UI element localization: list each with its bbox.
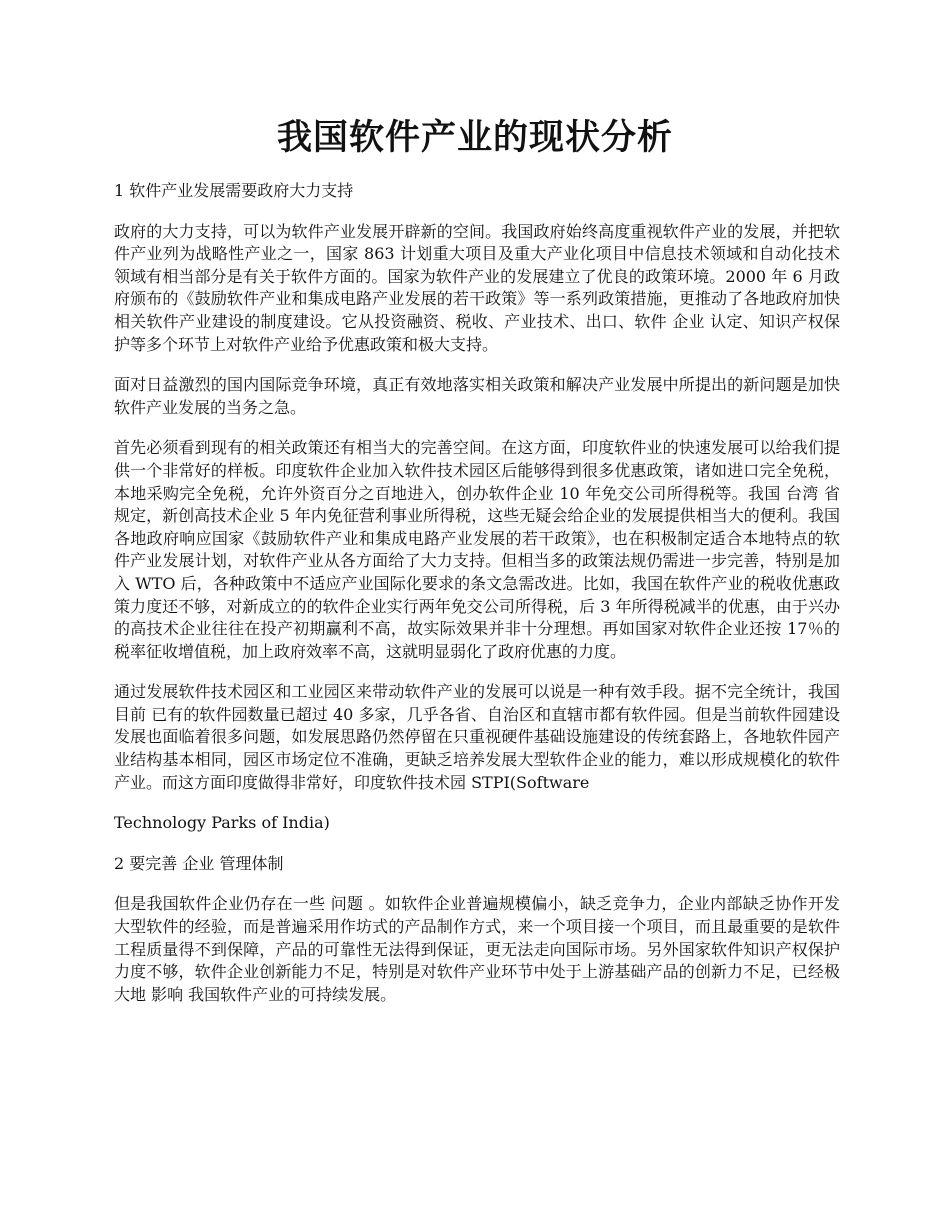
- paragraph: 通过发展软件技术园区和工业园区来带动软件产业的发展可以说是一种有效手段。据不完全统计，我国 目前 已有的软件园数量已超过 40 多家，几乎各省、自治区和直辖市都有软件园。但是当前软件园建设发展也面临着很多问题，如发展思路仍然停留在只重视硬件基础设施建设的传统套路上，各地软件园产业结构基本相同，园区市场定位不准确，更缺乏培养发展大型软件企业的能力，难以形成规模化的软件产业。而这方面印度做得非常好，印度软件技术园 STPI(Software: [114, 682, 840, 792]
- section-2-heading: 2 要完善 企业 管理体制: [114, 853, 284, 873]
- paragraph: 但是我国软件企业仍存在一些 问题 。如软件企业普遍规模偏小，缺乏竞争力，企业内部缺乏协作开发大型软件的经验，而是普遍采用作坊式的产品制作方式，来一个项目接一个项目，而且最重要的是软件工程质量得不到保障，产品的可靠性无法得到保证，更无法走向国际市场。另外国家软件知识产权保护力度不够，软件企业创新能力不足，特别是对软件产业环节中处于上游基础产品的创新力不足，已经极大地 影响 我国软件产业的可持续发展。: [114, 894, 840, 1004]
- document-title: 我国软件产业的现状分析: [276, 118, 673, 158]
- paragraph: 政府的大力支持，可以为软件产业发展开辟新的空间。我国政府始终高度重视软件产业的发展，并把软件产业列为战略性产业之一，国家 863 计划重大项目及重大产业化项目中信息技术领域和自动化技术领域有相当部分是有关于软件方面的。国家为软件产业的发展建立了优良的政策环境。2000 年 6 月政府颁布的《鼓励软件产业和集成电路产业发展的若干政策》等一系列政策措施，更推动了各地政府加快相关软件产业建设的制度建设。它从投资融资、税收、产业技术、出口、软件 企业 认定、知识产权保护等多个环节上对软件产业给予优惠政策和极大支持。: [114, 221, 840, 354]
- paragraph: Technology Parks of India): [114, 813, 330, 833]
- document-body: [114, 180, 840, 1024]
- paragraph: 首先必须看到现有的相关政策还有相当大的完善空间。在这方面，印度软件业的快速发展可以给我们提供一个非常好的样板。印度软件企业加入软件技术园区后能够得到很多优惠政策，诸如进口完全免税，本地采购完全免税，允许外资百分之百地进入，创办软件企业 10 年免交公司所得税等。我国 台湾 省规定，新创高技术企业 5 年内免征营利事业所得税，这些无疑会给企业的发展提供相当大的便利。我国各地政府响应国家《鼓励软件产业和集成电路产业发展的若干政策》，也在积极制定适合本地特点的软件产业发展计划，对软件产业从各方面给了大力支持。但相当多的政策法规仍需进一步完善，特别是加入 WTO 后，各种政策中不适应产业国际化要求的条文急需改进。比如，我国在软件产业的税收优惠政策力度还不够，对新成立的的软件企业实行两年免交公司所得税，后 3 年所得税减半的优惠，由于兴办的高技术企业往往在投产初期赢利不高，故实际效果并非十分理想。再如国家对软件企业还按 17％的税率征收增值税，加上政府效率不高，这就明显弱化了政府优惠的力度。: [114, 438, 840, 661]
- section-1-heading: 1 软件产业发展需要政府大力支持: [114, 181, 354, 200]
- paragraph: 面对日益激烈的国内国际竞争环境，真正有效地落实相关政策和解决产业发展中所提出的新问题是加快软件产业发展的当务之急。: [114, 375, 840, 417]
